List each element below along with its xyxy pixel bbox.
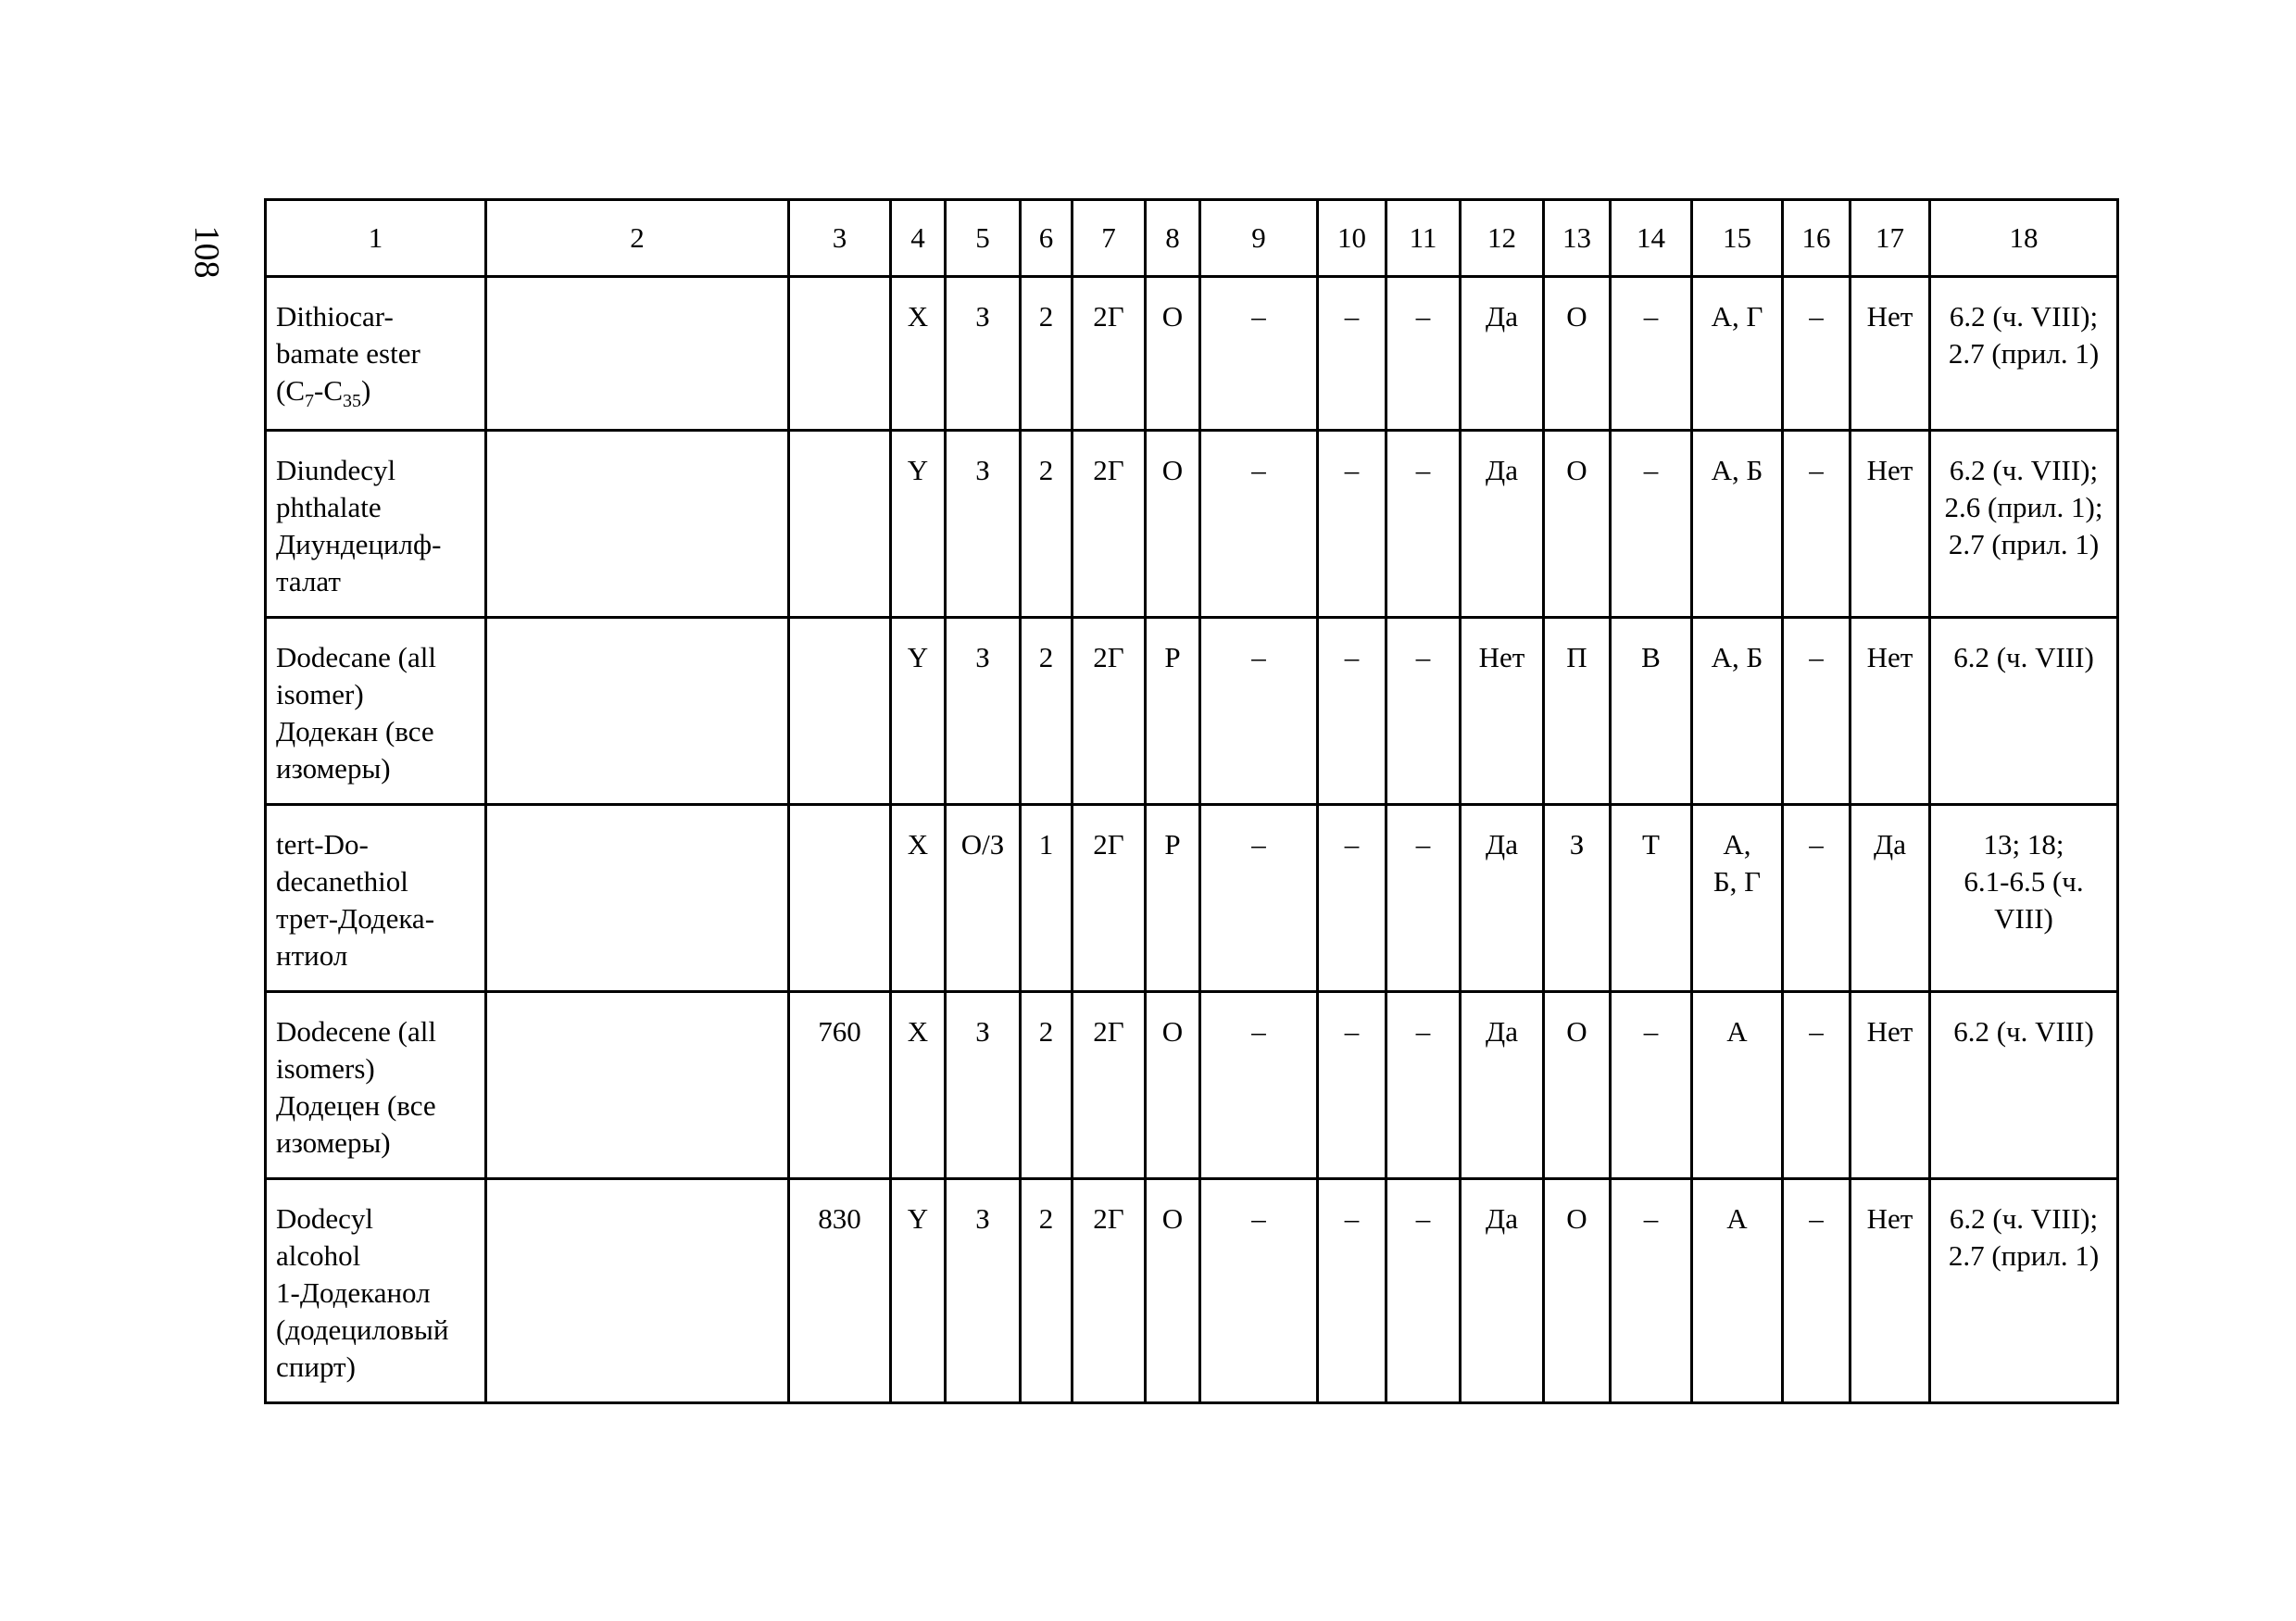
cell-col-5: З	[946, 431, 1021, 618]
name-line: талат	[276, 565, 341, 597]
column-header-7: 7	[1073, 200, 1146, 277]
cell-line: VIII)	[1994, 902, 2053, 935]
cell-col-6: 2	[1021, 1179, 1073, 1403]
name-line: Dithiocar-	[276, 300, 394, 333]
cell-col-4: Y	[891, 431, 946, 618]
name-line: Додецен (все	[276, 1089, 436, 1122]
cell-col-3	[789, 805, 891, 992]
cell-col-7: 2Г	[1073, 277, 1146, 431]
cell-col-18	[1930, 805, 2118, 992]
cell-col-3	[789, 618, 891, 805]
cell-col-3: 830	[789, 1179, 891, 1403]
cell-col-14: –	[1611, 277, 1692, 431]
cell-line: 2.6 (прил. 1);	[1944, 491, 2103, 523]
cell-col-13: П	[1544, 618, 1611, 805]
cell-col-14: –	[1611, 1179, 1692, 1403]
column-header-13: 13	[1544, 200, 1611, 277]
cell-line: А, Г	[1711, 300, 1763, 333]
name-line: Додекан (все	[276, 715, 434, 748]
cell-col-10: –	[1318, 992, 1386, 1179]
cell-col-8: О	[1146, 1179, 1200, 1403]
cell-col-2	[486, 1179, 789, 1403]
cell-col-4: X	[891, 805, 946, 992]
cell-col-5: О/З	[946, 805, 1021, 992]
table-header-row	[266, 200, 2118, 277]
cell-col-12: Да	[1461, 431, 1544, 618]
cell-col-15	[1692, 431, 1783, 618]
cell-col-5: З	[946, 277, 1021, 431]
cell-col-8: О	[1146, 992, 1200, 1179]
cell-col-4: Y	[891, 1179, 946, 1403]
column-header-16: 16	[1783, 200, 1851, 277]
cell-col-15	[1692, 618, 1783, 805]
cell-product-name	[266, 618, 486, 805]
cell-line: А	[1726, 1202, 1748, 1235]
cell-col-12: Нет	[1461, 618, 1544, 805]
column-header-17: 17	[1851, 200, 1930, 277]
table-row	[266, 1179, 2118, 1403]
column-header-15: 15	[1692, 200, 1783, 277]
cell-col-16: –	[1783, 277, 1851, 431]
name-line: трет-Додека-	[276, 902, 435, 935]
cell-col-12: Да	[1461, 1179, 1544, 1403]
cell-col-2	[486, 992, 789, 1179]
cell-col-13: З	[1544, 805, 1611, 992]
cell-product-name	[266, 431, 486, 618]
cell-line: А	[1726, 1015, 1748, 1048]
cell-col-3	[789, 431, 891, 618]
name-line: спирт)	[276, 1351, 356, 1383]
cell-col-12: Да	[1461, 992, 1544, 1179]
chemical-formula	[276, 372, 481, 412]
cell-col-9: –	[1200, 992, 1318, 1179]
cell-col-9: –	[1200, 1179, 1318, 1403]
cell-col-11: –	[1386, 277, 1461, 431]
cell-col-18	[1930, 992, 2118, 1179]
cell-col-10: –	[1318, 805, 1386, 992]
cell-col-17: Нет	[1851, 1179, 1930, 1403]
cell-line: 6.2 (ч. VIII)	[1953, 641, 2094, 673]
cell-col-17: Нет	[1851, 618, 1930, 805]
table-row	[266, 277, 2118, 431]
cell-col-2	[486, 277, 789, 431]
cell-col-16: –	[1783, 992, 1851, 1179]
cell-col-15	[1692, 805, 1783, 992]
column-header-4: 4	[891, 200, 946, 277]
cell-col-15	[1692, 992, 1783, 1179]
cell-col-17: Нет	[1851, 431, 1930, 618]
cell-col-13: О	[1544, 1179, 1611, 1403]
column-header-2: 2	[486, 200, 789, 277]
column-header-1: 1	[266, 200, 486, 277]
cell-col-6: 2	[1021, 277, 1073, 431]
cell-product-name	[266, 277, 486, 431]
column-header-18: 18	[1930, 200, 2118, 277]
cell-col-9: –	[1200, 618, 1318, 805]
name-line: (додециловый	[276, 1313, 449, 1346]
cell-col-7: 2Г	[1073, 1179, 1146, 1403]
name-line: isomer)	[276, 678, 364, 710]
name-line: Diundecyl	[276, 454, 396, 486]
cell-col-9: –	[1200, 805, 1318, 992]
name-line: нтиол	[276, 939, 348, 972]
cell-col-5: З	[946, 1179, 1021, 1403]
name-line: 1-Додеканол	[276, 1276, 431, 1309]
name-line: phthalate	[276, 491, 382, 523]
cell-line: 13; 18;	[1983, 828, 2064, 861]
cell-col-5: З	[946, 992, 1021, 1179]
table-row	[266, 992, 2118, 1179]
cell-col-18	[1930, 277, 2118, 431]
cell-col-12: Да	[1461, 277, 1544, 431]
name-line: Диундецилф-	[276, 528, 442, 560]
name-line: isomers)	[276, 1052, 375, 1085]
cell-col-14: В	[1611, 618, 1692, 805]
cell-col-14: –	[1611, 992, 1692, 1179]
cell-col-7: 2Г	[1073, 618, 1146, 805]
page-number: 108	[187, 225, 226, 279]
name-line: Dodecyl	[276, 1202, 374, 1235]
cell-col-16: –	[1783, 431, 1851, 618]
cell-line: Б, Г	[1713, 865, 1762, 898]
cell-col-8: Р	[1146, 618, 1200, 805]
cell-col-13: О	[1544, 992, 1611, 1179]
name-line: изомеры)	[276, 1126, 391, 1159]
cell-col-14: –	[1611, 431, 1692, 618]
column-header-9: 9	[1200, 200, 1318, 277]
cell-line: 6.1-6.5 (ч.	[1964, 865, 2084, 898]
column-header-11: 11	[1386, 200, 1461, 277]
cell-col-8: О	[1146, 431, 1200, 618]
cell-col-11: –	[1386, 992, 1461, 1179]
column-header-10: 10	[1318, 200, 1386, 277]
cell-product-name	[266, 1179, 486, 1403]
cell-col-8: О	[1146, 277, 1200, 431]
column-header-5: 5	[946, 200, 1021, 277]
cell-col-18	[1930, 1179, 2118, 1403]
cell-col-13: О	[1544, 431, 1611, 618]
cell-col-9: –	[1200, 277, 1318, 431]
cell-line: 2.7 (прил. 1)	[1948, 528, 2100, 560]
cell-line: 2.7 (прил. 1)	[1948, 1239, 2100, 1272]
cell-col-11: –	[1386, 618, 1461, 805]
cell-product-name	[266, 805, 486, 992]
cell-col-12: Да	[1461, 805, 1544, 992]
cell-col-6: 2	[1021, 992, 1073, 1179]
name-line: изомеры)	[276, 752, 391, 785]
cell-line: 6.2 (ч. VIII);	[1949, 1202, 2099, 1235]
table-row	[266, 431, 2118, 618]
cell-line: 6.2 (ч. VIII)	[1953, 1015, 2094, 1048]
formula-suffix: )	[361, 374, 371, 407]
table-row	[266, 618, 2118, 805]
cell-col-10: –	[1318, 431, 1386, 618]
cell-col-8: Р	[1146, 805, 1200, 992]
cell-col-16: –	[1783, 618, 1851, 805]
cell-col-9: –	[1200, 431, 1318, 618]
name-line: Dodecane (all	[276, 641, 436, 673]
cell-col-6: 1	[1021, 805, 1073, 992]
cell-col-7: 2Г	[1073, 805, 1146, 992]
name-line: decanethiol	[276, 865, 408, 898]
cell-line: 6.2 (ч. VIII);	[1949, 300, 2099, 333]
cell-col-2	[486, 618, 789, 805]
cell-line: 6.2 (ч. VIII);	[1949, 454, 2099, 486]
cell-line: 2.7 (прил. 1)	[1948, 337, 2100, 370]
cell-col-10: –	[1318, 277, 1386, 431]
cell-col-7: 2Г	[1073, 431, 1146, 618]
cell-line: А,	[1723, 828, 1751, 861]
cell-col-16: –	[1783, 1179, 1851, 1403]
column-header-12: 12	[1461, 200, 1544, 277]
cell-col-17: Нет	[1851, 992, 1930, 1179]
cell-col-2	[486, 805, 789, 992]
cell-col-4: Y	[891, 618, 946, 805]
cell-col-18	[1930, 431, 2118, 618]
cell-product-name	[266, 992, 486, 1179]
cell-line: А, Б	[1711, 641, 1763, 673]
name-line: alcohol	[276, 1239, 361, 1272]
column-header-3: 3	[789, 200, 891, 277]
column-header-14: 14	[1611, 200, 1692, 277]
cell-col-3	[789, 277, 891, 431]
table-row	[266, 805, 2118, 992]
name-line: bamate ester	[276, 337, 420, 370]
name-line: tert-Do-	[276, 828, 369, 861]
cell-line: А, Б	[1711, 454, 1763, 486]
cell-col-11: –	[1386, 805, 1461, 992]
name-line: Dodecene (all	[276, 1015, 436, 1048]
column-header-6: 6	[1021, 200, 1073, 277]
cell-col-17: Нет	[1851, 277, 1930, 431]
cell-col-18	[1930, 618, 2118, 805]
cell-col-10: –	[1318, 1179, 1386, 1403]
column-header-8: 8	[1146, 200, 1200, 277]
cell-col-3: 760	[789, 992, 891, 1179]
formula-mid: -C	[314, 374, 343, 407]
formula-sub1: 7	[305, 391, 314, 412]
cell-col-10: –	[1318, 618, 1386, 805]
cell-col-5: З	[946, 618, 1021, 805]
cell-col-6: 2	[1021, 431, 1073, 618]
cell-col-7: 2Г	[1073, 992, 1146, 1179]
cell-col-15	[1692, 1179, 1783, 1403]
cell-col-15	[1692, 277, 1783, 431]
cell-col-4: X	[891, 277, 946, 431]
cell-col-13: О	[1544, 277, 1611, 431]
cell-col-2	[486, 431, 789, 618]
formula-prefix: (C	[276, 374, 305, 407]
cell-col-11: –	[1386, 1179, 1461, 1403]
cell-col-4: X	[891, 992, 946, 1179]
formula-sub2: 35	[343, 391, 361, 412]
cell-col-16: –	[1783, 805, 1851, 992]
cargo-table	[264, 198, 2119, 1404]
cell-col-14: Т	[1611, 805, 1692, 992]
cell-col-6: 2	[1021, 618, 1073, 805]
cell-col-17: Да	[1851, 805, 1930, 992]
cell-col-11: –	[1386, 431, 1461, 618]
